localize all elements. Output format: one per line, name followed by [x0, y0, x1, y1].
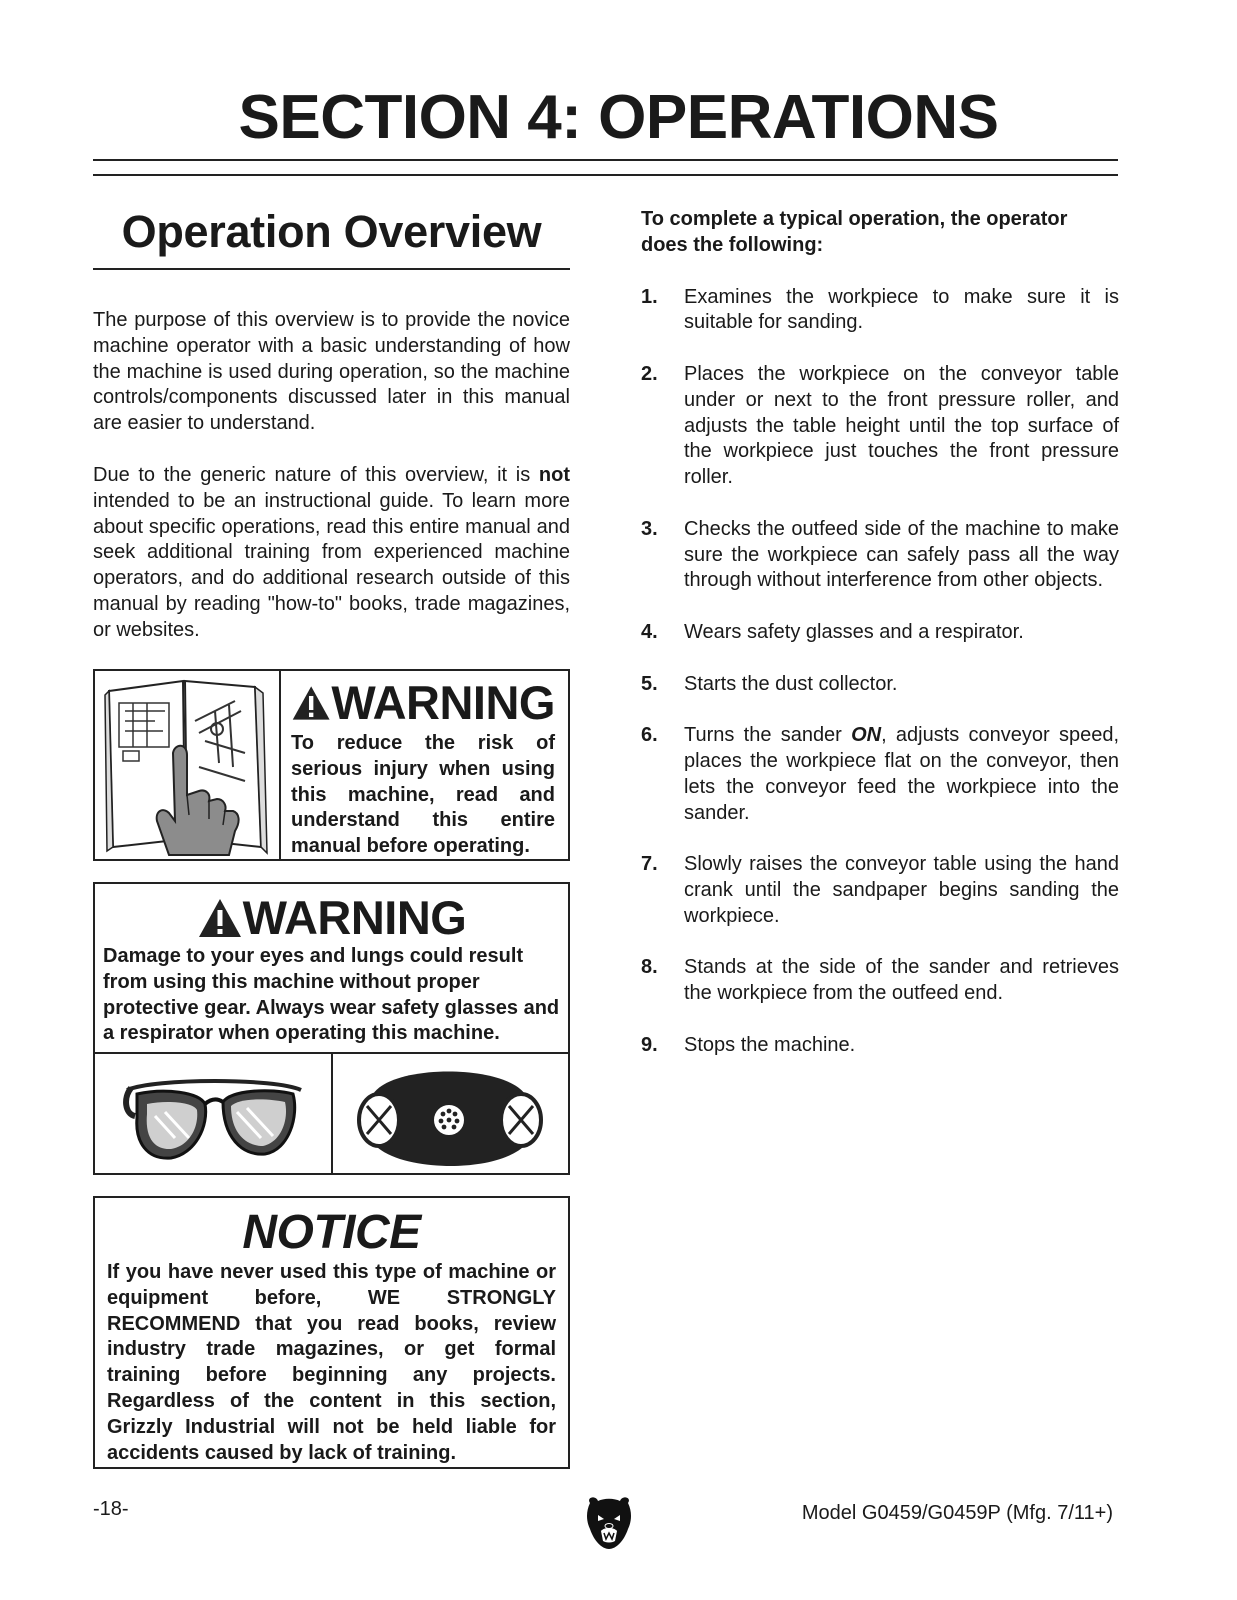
step-text: [684, 723, 1119, 826]
step-text: Stops the machine.: [684, 1033, 856, 1056]
list-item: [641, 672, 1119, 698]
step-text: Wears safety glasses and a respirator.: [684, 620, 1024, 643]
warning-2-label: WARNING: [242, 891, 467, 944]
step-text: Slowly raises the conveyor table using the hand crank until the sandpaper begins sanding the workpiece.: [684, 853, 1119, 927]
warning-box-manual: [93, 669, 570, 861]
step-6-on-emphasis: ON: [851, 724, 882, 747]
model-label: Model G0459/G0459P (Mfg. 7/11+): [801, 1502, 1113, 1524]
step-number: 1.: [641, 285, 658, 308]
overview-title: Operation Overview: [93, 206, 570, 270]
left-column: [93, 200, 570, 644]
overview-paragraph-2-bold: not: [538, 463, 570, 486]
notice-title: NOTICE: [242, 1206, 421, 1259]
step-number: 9.: [641, 1033, 658, 1056]
overview-paragraph-2-start: Due to the generic nature of this overview, it is: [93, 463, 539, 486]
page-number: -18-: [93, 1498, 129, 1520]
warning-triangle-icon: [291, 682, 331, 724]
right-column: [641, 207, 1119, 1084]
step-number: 4.: [641, 620, 658, 643]
title-rule-bottom: [93, 174, 1118, 176]
list-item: [641, 1033, 1119, 1059]
step-6-text-start: Turns the sander: [684, 724, 852, 747]
notice-body: If you have never used this type of machine or equipment before, WE STRONGLY RECOMMEND that you read books, review industry trade magazines, or get formal training before beginning any projects. Regardless of the content in this section, Grizzly Industrial will not be held liable for accidents caused by lack of training.: [107, 1261, 556, 1464]
notice-box: [93, 1196, 570, 1469]
section-title: SECTION 4: OPERATIONS: [238, 83, 999, 152]
step-number: 5.: [641, 672, 658, 695]
manual-reading-icon: [95, 671, 281, 859]
warning-1-text: [291, 677, 555, 860]
procedure-steps: [641, 285, 1119, 1059]
step-text: Stands at the side of the sander and retrieves the workpiece from the outfeed end.: [684, 956, 1119, 1005]
step-number: 2.: [641, 362, 658, 385]
respirator-icon: [333, 1054, 568, 1175]
step-text: Starts the dust collector.: [684, 672, 898, 695]
step-number: 7.: [641, 853, 658, 876]
list-item: [641, 723, 1119, 826]
warning-2-body: Damage to your eyes and lungs could result from using this machine without proper protective gear. Always wear safety glasses and a respirator when operating this machine.: [103, 945, 560, 1045]
overview-paragraph-2: [93, 463, 570, 644]
warning-1-body: To reduce the risk of serious injury when using this machine, read and understand this entire manual before operating.: [291, 732, 555, 858]
list-item: [641, 285, 1119, 337]
overview-paragraph-1: The purpose of this overview is to provide the novice machine operator with a basic understanding of how the machine is used during operation, so the machine controls/components discussed later in this manual are easier to understand.: [93, 309, 570, 435]
safety-glasses-icon: [95, 1054, 333, 1175]
procedure-intro: To complete a typical operation, the operator does the following:: [641, 208, 1068, 256]
step-text: Examines the workpiece to make sure it is suitable for sanding.: [684, 285, 1119, 334]
step-number: 6.: [641, 724, 658, 747]
warning-2-title: [95, 892, 568, 944]
protective-gear-images: [95, 1052, 568, 1175]
list-item: [641, 362, 1119, 491]
step-text: Places the workpiece on the conveyor table under or next to the front pressure roller, and adjusts the table height until the top surface of the workpiece just touches the front pressure roller.: [684, 362, 1119, 489]
step-6-text-end: , adjusts conveyor speed, places the workpiece flat on the conveyor, then lets the conveyor feed the workpiece into the sander.: [684, 724, 1120, 824]
warning-box-protective-gear: [93, 882, 570, 1175]
list-item: [641, 620, 1119, 646]
list-item: [641, 955, 1119, 1007]
grizzly-bear-logo-icon: [584, 1495, 634, 1551]
list-item: [641, 852, 1119, 929]
warning-1-title: [291, 677, 555, 729]
title-rule-top: [93, 159, 1118, 161]
list-item: [641, 517, 1119, 594]
step-number: 8.: [641, 956, 658, 979]
warning-1-label: WARNING: [331, 676, 555, 729]
step-text: Checks the outfeed side of the machine to make sure the workpiece can safely pass all the way through without interference from other objects.: [684, 517, 1119, 592]
overview-paragraph-2-end: intended to be an instructional guide. To learn more about specific operations, read this entire manual and seek additional training from experienced machine operators, and do additional research outside of this manual by reading "how-to" books, trade magazines, or websites.: [93, 489, 570, 641]
warning-triangle-icon: [197, 897, 243, 939]
step-number: 3.: [641, 517, 658, 540]
